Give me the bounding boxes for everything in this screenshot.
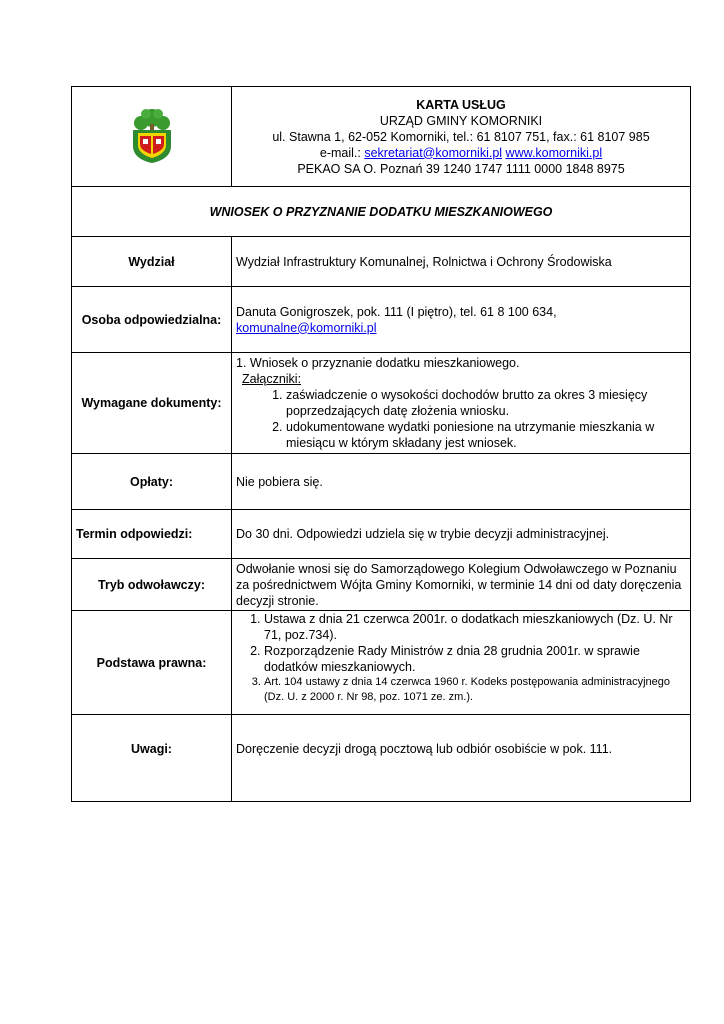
- email-prefix: e-mail.:: [319, 145, 365, 160]
- service-card-table: [71, 86, 691, 802]
- card-title: KARTA USŁUG: [416, 97, 506, 112]
- appeal-value: Odwołanie wnosi się do Samorządowego Kolegium Odwoławczego w Poznaniu za pośrednictwem Wójta Gminy Komorniki, w terminie 14 dni od daty doręczenia decyzji stronie.: [232, 559, 691, 611]
- list-item: 2. udokumentowane wydatki poniesione na utrzymanie mieszkania w miesiącu w którym składany jest wniosek.: [286, 419, 686, 451]
- deadline-label: Termin odpowiedzi:: [72, 510, 232, 559]
- contact-value: Danuta Gonigroszek, pok. 111 (I piętro), tel. 61 8 100 634,: [236, 304, 557, 319]
- fees-value: Nie pobiera się.: [232, 454, 691, 510]
- documents-cell: [232, 353, 691, 454]
- coat-of-arms-icon: [126, 106, 178, 164]
- fees-label: Opłaty:: [72, 454, 232, 510]
- contact-value-cell: [232, 287, 691, 353]
- header-info-cell: [232, 87, 691, 187]
- office-email-link[interactable]: sekretariat@komorniki.pl: [364, 145, 503, 160]
- notes-label: Uwagi:: [72, 715, 232, 802]
- annex-list: [236, 387, 686, 451]
- website-link[interactable]: www.komorniki.pl: [505, 145, 603, 160]
- department-value: Wydział Infrastruktury Komunalnej, Rolnictwa i Ochrony Środowiska: [232, 237, 691, 287]
- form-title: WNIOSEK O PRZYZNANIE DODATKU MIESZKANIOWEGO: [72, 187, 691, 237]
- office-name: URZĄD GMINY KOMORNIKI: [379, 113, 543, 128]
- contact-email-link[interactable]: komunalne@komorniki.pl: [236, 320, 377, 335]
- documents-label: Wymagane dokumenty:: [72, 353, 232, 454]
- appeal-label: Tryb odwoławczy:: [72, 559, 232, 611]
- contact-label: Osoba odpowiedzialna:: [72, 287, 232, 353]
- list-item: 1. Ustawa z dnia 21 czerwca 2001r. o dodatkach mieszkaniowych (Dz. U. Nr 71, poz.734).: [264, 611, 686, 643]
- office-address: ul. Stawna 1, 62-052 Komorniki, tel.: 61 8107 751, fax.: 61 8107 985: [272, 129, 650, 144]
- annex-label: Załączniki:: [242, 372, 302, 386]
- deadline-value: Do 30 dni. Odpowiedzi udziela się w trybie decyzji administracyjnej.: [232, 510, 691, 559]
- bank-account: PEKAO SA O. Poznań 39 1240 1747 1111 0000 1848 8975: [297, 161, 625, 176]
- contact-line: [236, 145, 686, 161]
- list-item: 1. zaświadczenie o wysokości dochodów brutto za okres 3 miesięcy poprzedzających datę złożenia wniosku.: [286, 387, 686, 419]
- department-label: Wydział: [72, 237, 232, 287]
- logo-cell: [72, 87, 232, 187]
- list-item: 2. Rozporządzenie Rady Ministrów z dnia 28 grudnia 2001r. w sprawie dodatków mieszkaniowych.: [264, 643, 686, 675]
- legal-basis-cell: [232, 611, 691, 715]
- list-item: 3. Art. 104 ustawy z dnia 14 czerwca 1960 r. Kodeks postępowania administracyjnego (Dz. U. z 2000 r. Nr 98, poz. 1071 ze. zm.).: [264, 675, 686, 705]
- documents-main: 1. Wniosek o przyznanie dodatku mieszkaniowego.: [236, 356, 520, 370]
- notes-value: Doręczenie decyzji drogą pocztową lub odbiór osobiście w pok. 111.: [232, 715, 691, 802]
- legal-basis-list: [236, 611, 686, 705]
- legal-basis-label: Podstawa prawna:: [72, 611, 232, 715]
